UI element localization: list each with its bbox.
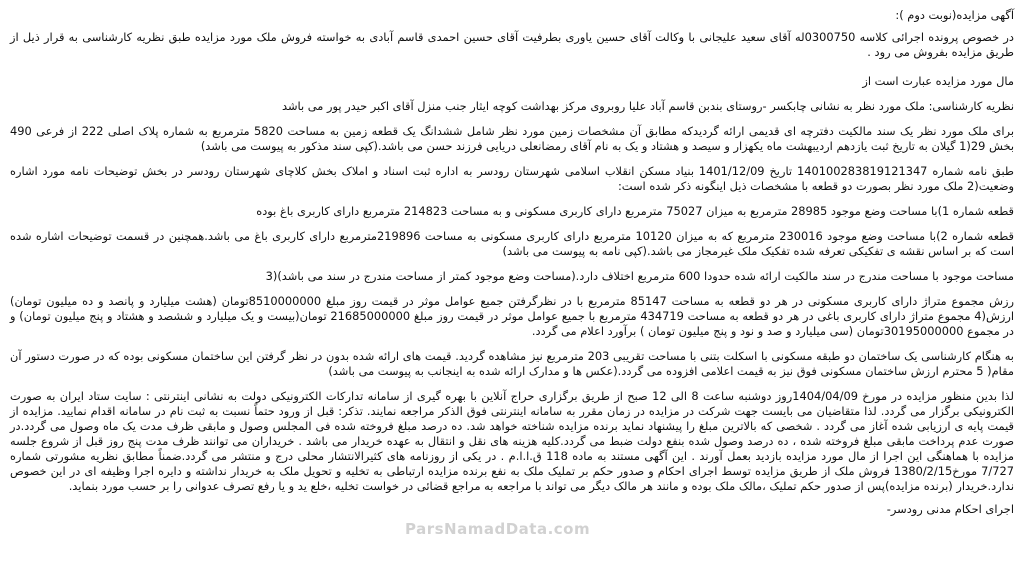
housing-foundation-letter-paragraph: طبق نامه شماره 140100283819121347 تاریخ 1401/12/09 بنیاد مسکن انقلاب اسلامی شهرستان رودسر به اداره ثبت اسناد و املاک بخش کلاچای شهرستان رودسر در بخش توضیحات نامه مورد اشاره وضعیت(2 ملک مورد نظر بصورت دو قطعه با مشخصات ذیل اینگونه ذکر شده است: xyxy=(10,164,1014,193)
auction-terms-paragraph: لذا بدین منظور مزایده در مورخ 1404/04/09روز دوشنبه ساعت 8 الی 12 صبح از طریق برگزاری حراج آنلاین با بهره گیری از سامانه تدارکات الکترونیکی دولت به نشانی اینترنتی : سایت ستاد ایران به صورت الکترونیکی برگزار می گردد. لذا متقاضیان می بایست جهت شرکت در مزایده در زمان مقرر به سامانه اینترنتی فوق الذکر مراجعه نمایند. تذکر: قبل از ورود حتماً نسبت به ثبت نام در سامانه اقدام نمایید. مزایده از قیمت پایه ی ارزیابی شده آغاز می گردد . شخصی که بالاترین مبلغ را پیشنهاد نماید برنده مزایده شناخته خواهد شد. ده درصد مبلغ فروخته شده فی المجلس وصول و مابقی ظرف مدت یک ماه وصول می گردد.در صورت عدم پرداخت مابقی مبلغ فروخته شده ، ده درصد وصول شده بنفع دولت ضبط می گردد.کلیه هزینه های نقل و انتقال به عهده خریدار می باشد . خریداران می توانند ظرف مدت پنج روز قبل از شروع جلسه مزایده با هماهنگی این اجرا از مال مورد مزایده بازدید بعمل آورند . این آگهی مستند به ماده 118 ق.ا.ا.م . در یکی از روزنامه های کثیرالانتشار محلی درج و منتشر می گردد.ضمناً مطابق نظریه مشورتی شماره 7/727 مورخ1380/2/15 فروش ملک از طریق مزایده توسط اجرای احکام و صدور حکم بر تملیک ملک به نفع برنده مزایده ارتباطی به تخلیه و تحویل ملک به خریدار نداشته و دایره اجرا وظیفه ای در این خصوص ندارد.خریدار (برنده مزایده)پس از صدور حکم تملیک ،مالک ملک بوده و مانند هر مالک دیگر می تواند با مراجعه به مراجع قضائی در خواست تخلیه ،خلع ید و یا رفع تصرف عدوانی را بر حسب مورد بنماید. xyxy=(10,389,1014,493)
valuation-paragraph: رزش مجموع متراژ دارای کاربری مسکونی در هر دو قطعه به مساحت 85147 مترمربع با در نظرگرفتن جمیع عوامل موثر در قیمت روز مبلغ 8510000000تومان (هشت میلیارد و پانصد و ده میلیون تومان) ارزش(4 مجموع متراژ دارای کاربری باغی در هر دو قطعه به مساحت 434719 مترمربع با جمیع عوامل موثر در قیمت روز مبلغ 21685000000 تومان(بیست و یک میلیارد و ششصد و هشتاد و پنج میلیون تومان) و در مجموع 30195000000تومان (سی میلیارد و صد و نود و پنج میلیون تومان ) برآورد اعلام می گردد. xyxy=(10,294,1015,338)
issuer-signature: اجرای احکام مدنی رودسر- xyxy=(886,502,1014,516)
area-difference-paragraph: مساحت موجود با مساحت مندرج در سند مالکیت ارائه شده حدودا 600 مترمربع اختلاف دارد.(مساحت وضع موجود کمتر از مساحت مندرج در سند می باشد)(3 xyxy=(265,269,1014,283)
property-heading: مال مورد مزایده عبارت است از xyxy=(862,74,1014,88)
parcel-2-paragraph: قطعه شماره 2)با مساحت وضع موجود 230016 مترمربع که به میزان 10120 مترمربع دارای کاربری مسکونی به مساحت 219896مترمربع دارای کاربری باغ می باشد.همچنین در قسمت توضیحات اشاره شده است که بر اساس نقشه ی تفکیکی تعرفه شده تفکیک ملک غیرمجاز می باشد.(کپی نامه به پیوست می باشد) xyxy=(10,229,1015,258)
expert-location-paragraph: نظریه کارشناسی: ملک مورد نظر به نشانی چابکسر -روستای بندبن قاسم آباد علیا روبروی مرکز بهداشت کوچه ایثار جنب منزل آقای اکبر حیدر پور می باشد xyxy=(281,99,1014,113)
deed-paragraph: برای ملک مورد نظر یک سند مالکیت دفترچه ای قدیمی ارائه گردیدکه مطابق آن مشخصات زمین مورد نظر شامل ششدانگ یک قطعه زمین به مساحت 5820 مترمربع به شماره پلاک اصلی 222 از فرعی 490 بخش 29(1 گیلان به تاریخ ثبت یازدهم اردیبهشت ماه یکهزار و سیصد و هشتاد و یک به نام آقای رمضانعلی دریایی فرزند حسن می باشد.(کپی سند مذکور به پیوست می باشد) xyxy=(10,124,1014,153)
notice-title: آگهی مزایده(نوبت دوم ): xyxy=(895,8,1014,22)
parcel-1-paragraph: قطعه شماره 1)با مساحت وضع موجود 28985 مترمربع به میزان 75027 مترمربع دارای کاربری مسکونی و به مساحت 214823 مترمربع دارای کاربری باغ بوده xyxy=(256,204,1014,218)
intro-paragraph: در خصوص پرونده اجرائی کلاسه 0300750له آقای سعید علیجانی با وکالت آقای حسین یاوری بطرفیت آقای حسین احمدی قاسم آبادی به خواسته فروش ملک مورد مزایده طبق نظریه کارشناسی به قرار ذیل از طریق مزایده بفروش می رود . xyxy=(10,30,1014,59)
building-paragraph: به هنگام کارشناسی یک ساختمان دو طبقه مسکونی با اسکلت بتنی با مساحت تقریبی 203 مترمربع نیز مشاهده گردید. قیمت های ارائه شده بدون در نظر گرفتن این ساختمان مسکونی بوده که در صورت دستور آن مقام( 5 محترم ارزش ساختمان مسکونی فوق نیز به قیمت اعلامی افزوده می گردد.(عکس ها و مدارک ارائه شده به اینجانب به پیوست می باشد) xyxy=(10,349,1014,378)
watermark: ParsNamadData.com xyxy=(405,520,591,538)
